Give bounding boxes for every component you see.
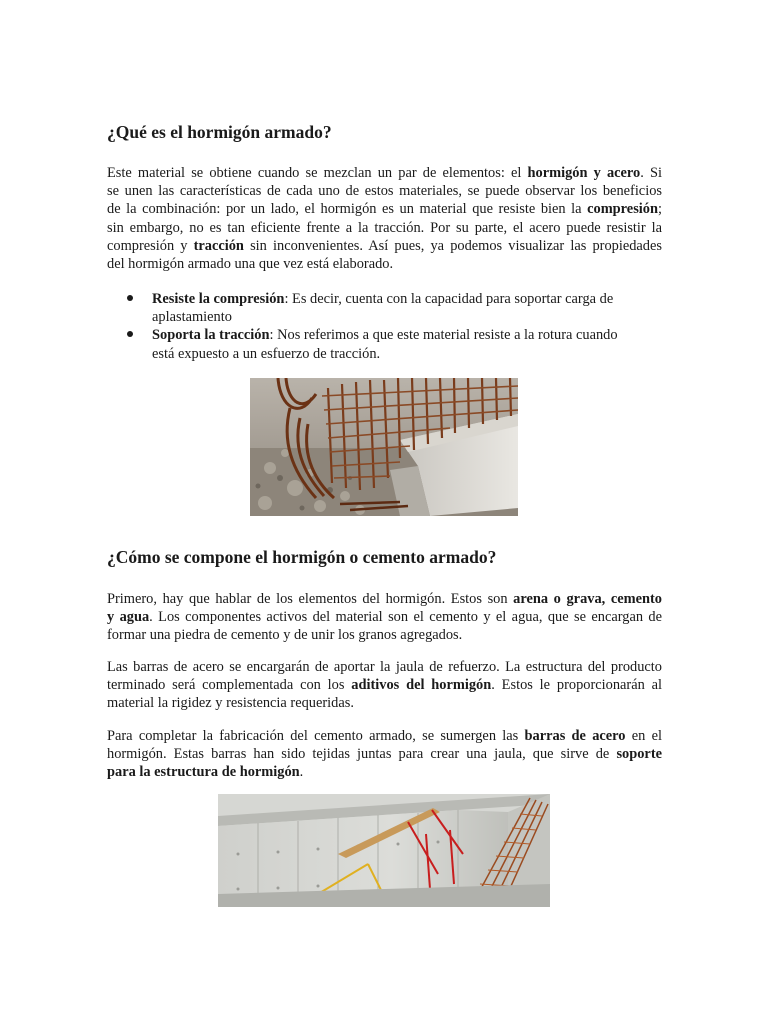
components-paragraph bbox=[107, 590, 662, 645]
text-line: formar una piedra de cemento y de unir los granos agregados. bbox=[107, 627, 463, 644]
text-line: de la combinación: por un lado, el hormigón es un material que resiste bien la compresión; bbox=[107, 201, 662, 218]
bullet-icon bbox=[127, 295, 133, 301]
text-line: se unen las características de cada uno de estos materiales, se puede observar los beneficios bbox=[107, 183, 662, 200]
text-line: compresión y tracción sin inconvenientes. Así pues, ya podemos visualizar las propiedades bbox=[107, 237, 662, 254]
text-line: para la estructura de hormigón. bbox=[107, 764, 304, 781]
text-line: del hormigón armado una que vez está elaborado. bbox=[107, 256, 394, 273]
steel-bars-paragraph bbox=[107, 658, 662, 713]
list-item: Soporta la tracción: Nos referimos a que este material resiste a la rotura cuando está expuesto a un esfuerzo de tracción. bbox=[127, 326, 657, 362]
fabrication-paragraph bbox=[107, 727, 662, 782]
text-line: Primero, hay que hablar de los elementos del hormigón. Estos son arena o grava, cemento bbox=[107, 591, 662, 607]
bullet-icon bbox=[127, 331, 133, 337]
formwork-site-photo bbox=[218, 794, 550, 907]
section-title-que-es: ¿Qué es el hormigón armado? bbox=[107, 122, 332, 142]
text-line: Este material se obtiene cuando se mezclan un par de elementos: el hormigón y acero. Si bbox=[107, 165, 662, 181]
text-line: Para completar la fabricación del cemento armado, se sumergen las barras de acero en el bbox=[107, 728, 662, 744]
list-item: Resiste la compresión: Es decir, cuenta con la capacidad para soportar carga de aplastamiento bbox=[127, 290, 657, 326]
text-line: material la rigidez y resistencia requeridas. bbox=[107, 695, 354, 712]
text-line: sin embargo, no es tan eficiente frente a la tracción. Por su parte, el acero puede resistir la bbox=[107, 219, 662, 236]
properties-list bbox=[127, 290, 657, 363]
section-title-como-se-compone: ¿Cómo se compone el hormigón o cemento armado? bbox=[107, 547, 497, 567]
text-line: hormigón. Estas barras han sido tejidas juntas para crear una jaula, que sirve de soporte bbox=[107, 746, 662, 763]
text-line: Las barras de acero se encargarán de aportar la jaula de refuerzo. La estructura del producto bbox=[107, 659, 662, 675]
rebar-cage-photo bbox=[250, 378, 518, 516]
text-line: terminado será complementada con los aditivos del hormigón. Estos le proporcionarán al bbox=[107, 677, 662, 694]
intro-paragraph bbox=[107, 164, 662, 273]
text-line: y agua. Los componentes activos del material son el cemento y el agua, que se encargan de bbox=[107, 609, 662, 626]
